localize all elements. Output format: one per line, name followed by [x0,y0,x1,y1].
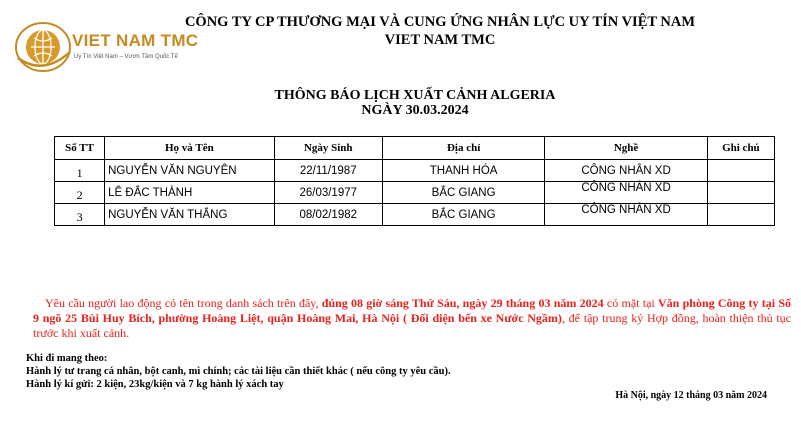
row-job: CÔNG NHÂN XD [545,160,707,182]
row-job: CÔNG NHÂN XD [545,204,707,226]
header-name: Họ và Tên [105,137,274,160]
table-row [55,160,775,182]
header-job: Nghề [545,137,707,160]
row-stt: 2 [55,182,105,204]
notice-text-1: Yêu cầu người lao động có tên trong danh sách trên đây, [45,296,322,310]
row-stt: 3 [55,204,105,226]
signature-date: Hà Nội, ngày 12 tháng 03 năm 2024 [615,390,767,401]
bring-heading: Khi đi mang theo: [26,353,108,364]
departure-table [54,136,775,226]
header-dob: Ngày Sinh [274,137,382,160]
header-address: Địa chỉ [382,137,544,160]
table-header-row [55,137,775,160]
row-stt: 1 [55,160,105,182]
row-name: NGUYỄN VĂN NGUYÊN [105,160,274,182]
notice-paragraph [33,296,791,341]
company-name: CÔNG TY CP THƯƠNG MẠI VÀ CUNG ỨNG NHÂN LỰC UY TÍN VIỆT NAM [184,14,696,30]
row-job: CÔNG NHÂN XD [545,182,707,204]
table-row [55,204,775,226]
row-address: THANH HÓA [382,160,544,182]
notice-location: Văn phòng Công ty tại Số 9 ngõ 25 Bùi Huy Bích, phường Hoàng Liệt, quận Hoàng Mai, Hà Nội ( Đối diện bến xe Nước Ngầm) [33,296,792,325]
notice-text-3: , để tập trung ký Hợp đồng, hoàn thiện thủ tục trước khi xuất cảnh. [33,311,791,340]
row-note [707,182,774,204]
document-title: THÔNG BÁO LỊCH XUẤT CẢNH ALGERIA [274,88,556,103]
row-note [707,160,774,182]
row-dob: 08/02/1982 [274,204,382,226]
row-note [707,204,774,226]
company-short-name: VIET NAM TMC [384,32,496,48]
row-name: NGUYỄN VĂN THẮNG [105,204,274,226]
header-note: Ghi chú [707,137,774,160]
bring-carry-items: Hành lý tư trang cá nhân, bột canh, mì chính; các tài liệu cần thiết khác ( nếu công ty yêu cầu). [26,366,451,377]
row-address: BẮC GIANG [382,182,544,204]
table-row [55,182,775,204]
globe-logo-icon [14,18,72,76]
row-address: BẮC GIANG [382,204,544,226]
document-date-title: NGÀY 30.03.2024 [361,103,469,118]
logo-brand-name: VIET NAM TMC [72,31,199,50]
header-stt: Số TT [55,137,105,160]
row-name: LÊ ĐẮC THÀNH [105,182,274,204]
notice-time: đúng 08 giờ sáng Thứ Sáu, ngày 29 tháng 03 năm 2024 [321,296,604,310]
notice-text-2: có mặt tại [603,296,659,310]
logo-slogan: Uy Tín Việt Nam – Vươn Tầm Quốc Tế [74,54,178,60]
row-dob: 22/11/1987 [274,160,382,182]
bring-checked-luggage: Hành lý kí gửi: 2 kiện, 23kg/kiện và 7 kg hành lý xách tay [26,379,284,390]
row-dob: 26/03/1977 [274,182,382,204]
